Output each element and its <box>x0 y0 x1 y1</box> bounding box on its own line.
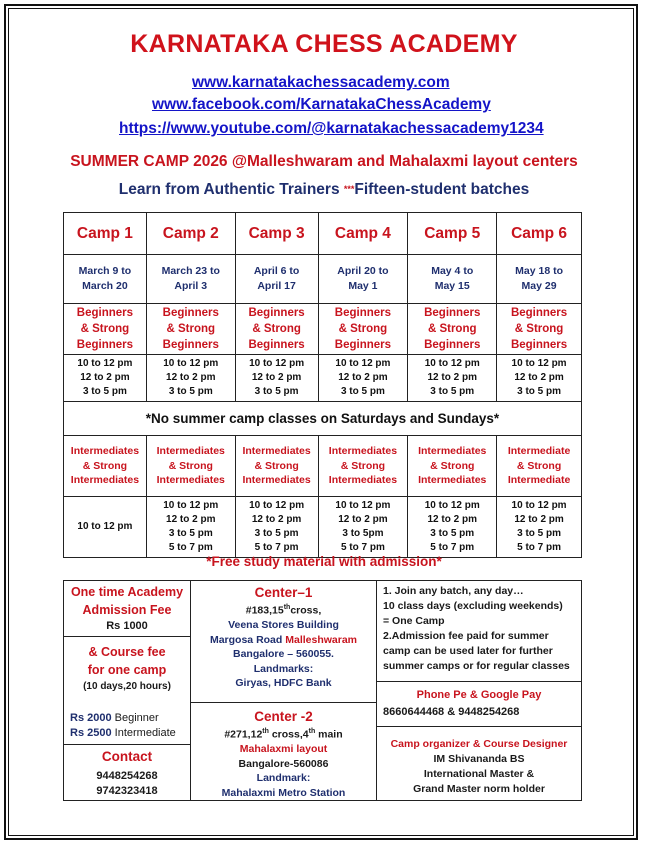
camp-dates-1: March 9 to March 20 <box>64 255 147 304</box>
beginner-times-6: 10 to 12 pm 12 to 2 pm 3 to 5 pm <box>497 355 582 402</box>
course-fee-label-1: & Course fee <box>88 645 166 659</box>
beginners-row <box>64 304 582 355</box>
camp-header-row <box>64 213 582 255</box>
center-1-road: Margosa Road Malleshwaram <box>209 633 358 646</box>
beginner-times-row <box>64 355 582 402</box>
course-fee-label-2: for one camp <box>87 663 167 677</box>
subtitle: Learn from Authentic Trainers ***Fifteen-student batches <box>118 181 530 198</box>
intermediate-times-1: 10 to 12 pm <box>64 497 147 558</box>
divider <box>377 726 581 727</box>
intermediates-level-2: Intermediates & Strong Intermediates <box>146 436 235 497</box>
camp-dates-3: April 6 to April 17 <box>235 255 318 304</box>
intermediates-row <box>64 436 582 497</box>
beginners-level-1: Beginners & Strong Beginners <box>64 304 147 355</box>
beginner-times-1: 10 to 12 pm 12 to 2 pm 3 to 5 pm <box>64 355 147 402</box>
divider <box>191 702 376 703</box>
intermediate-fee: Rs 2500 Intermediate <box>70 727 176 739</box>
intermediate-times-2: 10 to 12 pm 12 to 2 pm 3 to 5 pm 5 to 7 pm <box>146 497 235 558</box>
admission-amount: Rs 1000 <box>106 620 148 632</box>
intermediate-times-3: 10 to 12 pm 12 to 2 pm 3 to 5 pm 5 to 7 pm <box>235 497 318 558</box>
beginner-times-4: 10 to 12 pm 12 to 2 pm 3 to 5 pm <box>318 355 408 402</box>
beginners-level-6: Beginners & Strong Beginners <box>497 304 582 355</box>
center-1-title: Center–1 <box>254 585 313 600</box>
center-2-block <box>191 708 376 800</box>
center-2-city: Bangalore-560086 <box>238 757 329 770</box>
note-3: = One Camp <box>383 615 445 627</box>
center-1-city: Bangalore – 560055. <box>233 648 334 660</box>
beginners-level-5: Beginners & Strong Beginners <box>408 304 497 355</box>
centers-box <box>190 580 377 801</box>
note-1: 1. Join any batch, any day… <box>383 585 524 597</box>
note-4: 2.Admission fee paid for summer <box>383 630 549 642</box>
organizer-title-3: Grand Master norm holder <box>413 783 545 795</box>
center-2-area: Mahalaxmi layout <box>239 743 328 755</box>
intermediates-level-3: Intermediates & Strong Intermediates <box>235 436 318 497</box>
center-1-block <box>191 584 376 691</box>
payment-numbers: 8660644468 & 9448254268 <box>383 706 520 718</box>
camp-header-5: Camp 5 <box>408 213 497 255</box>
camp-dates-4: April 20 to May 1 <box>318 255 408 304</box>
contact-phone-1: 9448254268 <box>96 770 158 782</box>
contact-phone-2: 9742323418 <box>96 785 158 797</box>
payment-title: Phone Pe & Google Pay <box>416 689 542 701</box>
camp-header-1: Camp 1 <box>64 213 147 255</box>
admission-label-1: One time Academy <box>70 585 184 599</box>
weekend-notice-row <box>64 402 582 436</box>
center-2-landmark-label: Landmark: <box>256 772 311 784</box>
facebook-link[interactable]: www.facebook.com/KarnatakaChessAcademy <box>152 96 491 113</box>
admission-label-2: Admission Fee <box>82 603 172 617</box>
center-1-building: Veena Stores Building <box>228 619 339 631</box>
divider <box>64 744 190 745</box>
beginner-times-2: 10 to 12 pm 12 to 2 pm 3 to 5 pm <box>146 355 235 402</box>
beginners-level-3: Beginners & Strong Beginners <box>235 304 318 355</box>
center-1-address: #183,15thcross, <box>245 604 322 617</box>
contact-title: Contact <box>101 749 153 764</box>
camp-dates-6: May 18 to May 29 <box>497 255 582 304</box>
center-2-landmark: Mahalaxmi Metro Station <box>221 786 346 799</box>
fees-box <box>63 580 191 801</box>
stars-separator: *** <box>343 184 355 194</box>
camp-header-4: Camp 4 <box>318 213 408 255</box>
note-2: 10 class days (excluding weekends) <box>383 600 563 612</box>
divider <box>377 681 581 682</box>
beginners-level-2: Beginners & Strong Beginners <box>146 304 235 355</box>
camp-dates-2: March 23 to April 3 <box>146 255 235 304</box>
divider <box>64 636 190 637</box>
course-duration: (10 days,20 hours) <box>83 681 171 692</box>
notes-block <box>383 584 570 674</box>
camp-header-3: Camp 3 <box>235 213 318 255</box>
intermediate-times-4: 10 to 12 pm 12 to 2 pm 3 to 5pm 5 to 7 pm <box>318 497 408 558</box>
beginner-times-5: 10 to 12 pm 12 to 2 pm 3 to 5 pm <box>408 355 497 402</box>
organizer-block <box>377 737 581 797</box>
free-material-note: *Free study material with admission* <box>206 554 442 569</box>
note-5: camp can be used later for further <box>383 645 553 657</box>
intermediate-times-5: 10 to 12 pm 12 to 2 pm 3 to 5 pm 5 to 7 pm <box>408 497 497 558</box>
info-box <box>376 580 582 801</box>
intermediates-level-6: Intermediate & Strong Intermediate <box>497 436 582 497</box>
summer-camp-heading: SUMMER CAMP 2026 @Malleshwaram and Mahalaxmi layout centers <box>70 153 578 170</box>
intermediates-level-4: Intermediates & Strong Intermediates <box>318 436 408 497</box>
intermediate-times-6: 10 to 12 pm 12 to 2 pm 3 to 5 pm 5 to 7 pm <box>497 497 582 558</box>
beginner-times-3: 10 to 12 pm 12 to 2 pm 3 to 5 pm <box>235 355 318 402</box>
camp-header-2: Camp 2 <box>146 213 235 255</box>
center-2-title: Center -2 <box>254 709 313 724</box>
intermediates-level-1: Intermediates & Strong Intermediates <box>64 436 147 497</box>
organizer-name: IM Shivananda BS <box>433 753 525 765</box>
camp-schedule-table <box>63 212 582 558</box>
intermediate-times-row <box>64 497 582 558</box>
camp-dates-5: May 4 to May 15 <box>408 255 497 304</box>
dates-row <box>64 255 582 304</box>
note-6: summer camps or for regular classes <box>383 660 570 672</box>
beginners-level-4: Beginners & Strong Beginners <box>318 304 408 355</box>
organizer-title-2: International Master & <box>423 768 535 780</box>
center-2-address: #271,12th cross,4th main <box>224 728 343 741</box>
organizer-title: Camp organizer & Course Designer <box>390 738 568 750</box>
weekend-notice: *No summer camp classes on Saturdays and Sundays* <box>64 402 582 436</box>
center-1-landmarks-label: Landmarks: <box>253 662 314 675</box>
page-title: KARNATAKA CHESS ACADEMY <box>130 30 518 58</box>
intermediates-level-5: Intermediates & Strong Intermediates <box>408 436 497 497</box>
website-link[interactable]: www.karnatakachessacademy.com <box>192 74 450 91</box>
youtube-link[interactable]: https://www.youtube.com/@karnatakachessacademy1234 <box>119 120 544 137</box>
beginner-fee: Rs 2000 Beginner <box>70 712 159 724</box>
camp-header-6: Camp 6 <box>497 213 582 255</box>
center-1-landmarks: Giryas, HDFC Bank <box>235 677 332 689</box>
